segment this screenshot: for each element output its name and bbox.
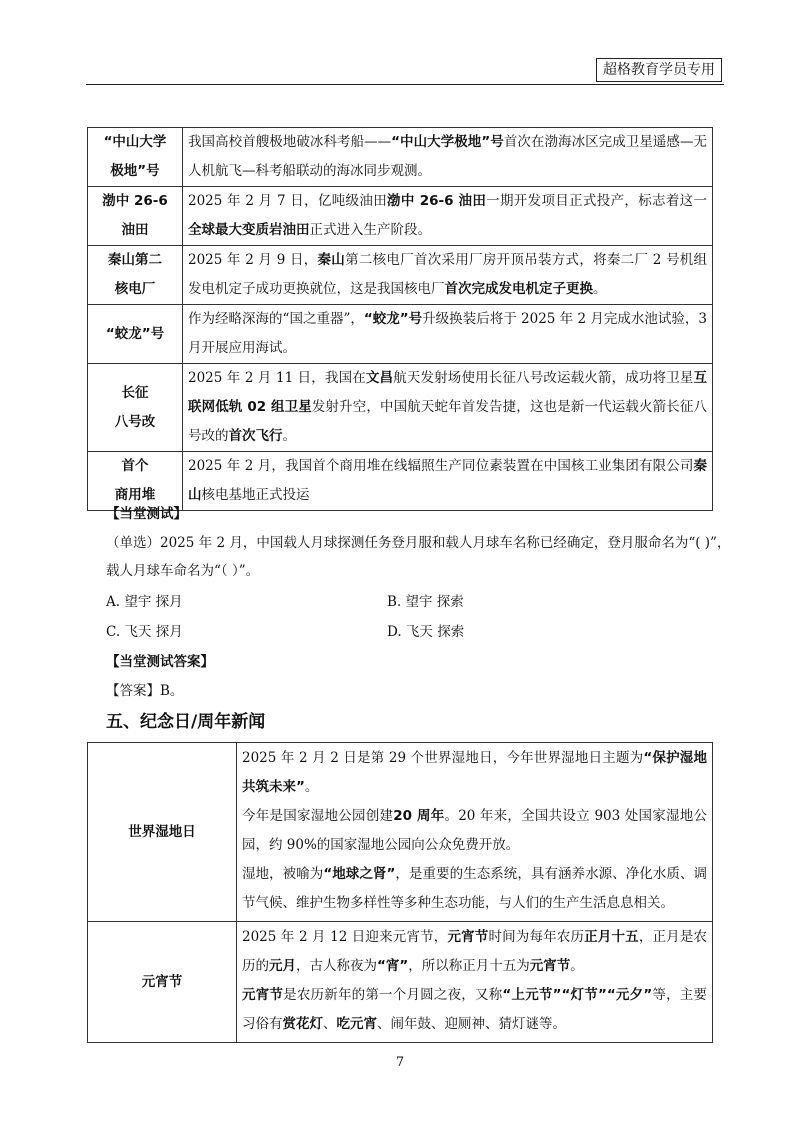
quiz-answer-label: 【当堂测试答案】 xyxy=(106,654,214,670)
header-divider xyxy=(86,84,724,85)
text-run: 核电基地正式投运 xyxy=(201,487,310,503)
row-description xyxy=(183,305,713,364)
row-description xyxy=(183,128,713,187)
bold-keyword: 元宵节 xyxy=(447,929,489,945)
text-run: 、 xyxy=(323,1016,337,1032)
text-run: 今年是国家湿地公园创建 xyxy=(242,808,394,824)
quiz-question-line2: 载人月球车命名为“（ ）”。 xyxy=(106,563,260,579)
page-number: 7 xyxy=(395,1055,405,1070)
row-topic-line: “蛟龙”号 xyxy=(105,325,165,342)
bold-keyword: 互联网低轨 02 组卫星 xyxy=(188,370,708,415)
row-description xyxy=(183,246,713,305)
bold-keyword: 20 周年 xyxy=(393,808,445,824)
row-topic-line: 极地”号 xyxy=(110,163,160,179)
text-run: 。 xyxy=(570,958,584,974)
text-run: 2025 年 2 月，我国首个商用堆在线辐照生产同位素装置在中国核工业集团有限公司 xyxy=(188,458,694,474)
text-run: 。 xyxy=(304,779,319,795)
text-run: 2025 年 2 月 2 日是第 29 个世界湿地日，今年世界湿地日主题为 xyxy=(242,750,644,766)
bold-keyword: “保护湿地 共筑未来” xyxy=(242,750,707,795)
bold-keyword: 元宵节 xyxy=(242,987,284,1003)
row-topic-line: 八号改 xyxy=(114,413,156,430)
text-run: 2025 年 2 月 9 日， xyxy=(188,252,318,268)
bold-keyword: 首次完成发电机定子更换 xyxy=(444,281,593,297)
row-topic-line: 商用堆 xyxy=(114,487,156,503)
row-topic-line: 首个 xyxy=(121,458,149,474)
text-run: 首次在渤海冰区完成卫星遥感—无人机航飞—科考船联动的海冰同步观测。 xyxy=(188,134,708,179)
text-run: 。20 年来，全国共设立 903 处国家湿地公园，约 90%的国家湿地公园向公众免费开放。 xyxy=(242,808,707,853)
text-run: 升级换装后将于 2025 年 2 月完成水池试验，3 月开展应用海试。 xyxy=(188,311,707,356)
row-topic-line: 渤中 26-6 xyxy=(102,193,168,209)
table-row xyxy=(88,246,713,305)
bold-keyword: “上元节”“灯节”“元夕” xyxy=(502,987,653,1003)
description-paragraph xyxy=(242,744,707,802)
description-paragraph xyxy=(242,923,707,981)
bold-keyword: 吃元宵 xyxy=(336,1016,377,1032)
text-run: 正式进入生产阶段。 xyxy=(309,222,431,238)
bold-keyword: 秦山 xyxy=(317,252,346,268)
text-run: 。 xyxy=(282,428,296,444)
description-paragraph xyxy=(242,860,707,918)
text-run: ，正月是农历的 xyxy=(242,929,708,974)
bold-keyword: “地球之肾” xyxy=(323,866,396,882)
bold-keyword: 文昌 xyxy=(365,370,394,386)
row-topic xyxy=(88,246,183,305)
table-row xyxy=(88,128,713,187)
row-description xyxy=(183,452,713,511)
table-row xyxy=(88,364,713,452)
row-topic-line: 油田 xyxy=(121,222,149,238)
text-run: 第二核电厂首次采用厂房开顶吊装方式，将秦二厂 2 号机组发电机定子成功更换就位，这是我国核电厂 xyxy=(188,252,708,297)
text-run: ，是重要的生态系统，具有涵养水源、净化水质、调节气候、维护生物多样性等多种生态功能，与人们的生产生活息息相关。 xyxy=(242,866,708,911)
row-topic xyxy=(88,305,183,364)
row-topic: 世界湿地日 xyxy=(88,743,237,922)
row-description xyxy=(183,187,713,246)
text-run: 2025 年 2 月 12 日迎来元宵节， xyxy=(242,929,448,945)
text-run: 我国高校首艘极地破冰科考船—— xyxy=(188,134,392,150)
table-row xyxy=(88,452,713,511)
row-topic-line: “中山大学 xyxy=(103,134,167,150)
news-table-2-body xyxy=(88,743,713,1043)
bold-keyword: “中山大学极地”号 xyxy=(391,134,504,150)
row-description xyxy=(237,922,713,1043)
quiz-option-a: A. 望宇 探月 xyxy=(106,594,183,610)
text-run: 等，主要习俗有 xyxy=(242,987,708,1032)
bold-keyword: 全球最大变质岩油田 xyxy=(188,222,310,238)
text-run: ，古人称夜为 xyxy=(296,958,377,974)
table-row xyxy=(88,922,713,1043)
row-topic-line: 核电厂 xyxy=(114,281,156,297)
text-run: 。 xyxy=(593,281,607,297)
row-topic xyxy=(88,364,183,452)
bold-keyword: 元宵节 xyxy=(529,958,571,974)
text-run: 航天发射场使用长征八号改运载火箭，成功将卫星 xyxy=(393,370,694,386)
text-run: 是农历新年的第一个月圆之夜，又称 xyxy=(283,987,503,1003)
header-badge: 超格教育学员专用 xyxy=(596,58,722,82)
bold-keyword: 正月十五 xyxy=(584,929,639,945)
description-paragraph xyxy=(242,981,707,1039)
description-paragraph xyxy=(242,802,707,860)
quiz-option-c: C. 飞天 探月 xyxy=(106,624,183,640)
text-run: 2025 年 2 月 7 日，亿吨级油田 xyxy=(188,193,388,209)
section-title: 五、纪念日/周年新闻 xyxy=(106,712,266,732)
quiz-option-d: D. 飞天 探索 xyxy=(387,624,465,640)
row-topic-line: 秦山第二 xyxy=(108,252,162,268)
news-table-1 xyxy=(87,127,713,511)
bold-keyword: 首次飞行 xyxy=(228,428,283,444)
text-run: 作为经略深海的“国之重器”， xyxy=(188,311,364,327)
table-row xyxy=(88,187,713,246)
text-run: 一期开发项目正式投产，标志着这一 xyxy=(486,193,708,209)
bold-keyword: 赏花灯 xyxy=(282,1016,323,1032)
table-row xyxy=(88,305,713,364)
table-row xyxy=(88,743,713,922)
text-run: 发射升空，中国航天蛇年首发告捷，这也是新一代运载火箭长征八号改的 xyxy=(188,399,708,444)
row-topic: 元宵节 xyxy=(88,922,237,1043)
bold-keyword: 秦山 xyxy=(188,458,707,503)
row-description xyxy=(237,743,713,922)
bold-keyword: 渤中 26-6 油田 xyxy=(387,193,487,209)
row-topic-line: 长征 xyxy=(121,384,149,401)
bold-keyword: 元月 xyxy=(269,958,296,974)
row-topic xyxy=(88,187,183,246)
text-run: ，所以称正月十五为 xyxy=(408,958,530,974)
bold-keyword: “宵” xyxy=(377,958,409,974)
quiz-label: 【当堂测试】 xyxy=(106,506,187,522)
news-table-1-body xyxy=(88,128,713,511)
row-description xyxy=(183,364,713,452)
news-table-2 xyxy=(87,742,713,1043)
text-run: 时间为每年农历 xyxy=(488,929,585,945)
row-topic xyxy=(88,128,183,187)
text-run: 湿地，被喻为 xyxy=(242,866,324,882)
text-run: 、闹年鼓、迎厕神、猜灯谜等。 xyxy=(377,1016,566,1032)
text-run: 2025 年 2 月 11 日，我国在 xyxy=(188,370,366,386)
quiz-answer: 【答案】B。 xyxy=(106,683,184,699)
quiz-option-b: B. 望宇 探索 xyxy=(387,594,464,610)
bold-keyword: “蛟龙”号 xyxy=(363,311,423,327)
quiz-question-line1: （单选）2025 年 2 月，中国载人月球探测任务登月服和载人月球车名称已经确定，登月服命名为“( )”， xyxy=(106,535,731,551)
row-topic xyxy=(88,452,183,511)
